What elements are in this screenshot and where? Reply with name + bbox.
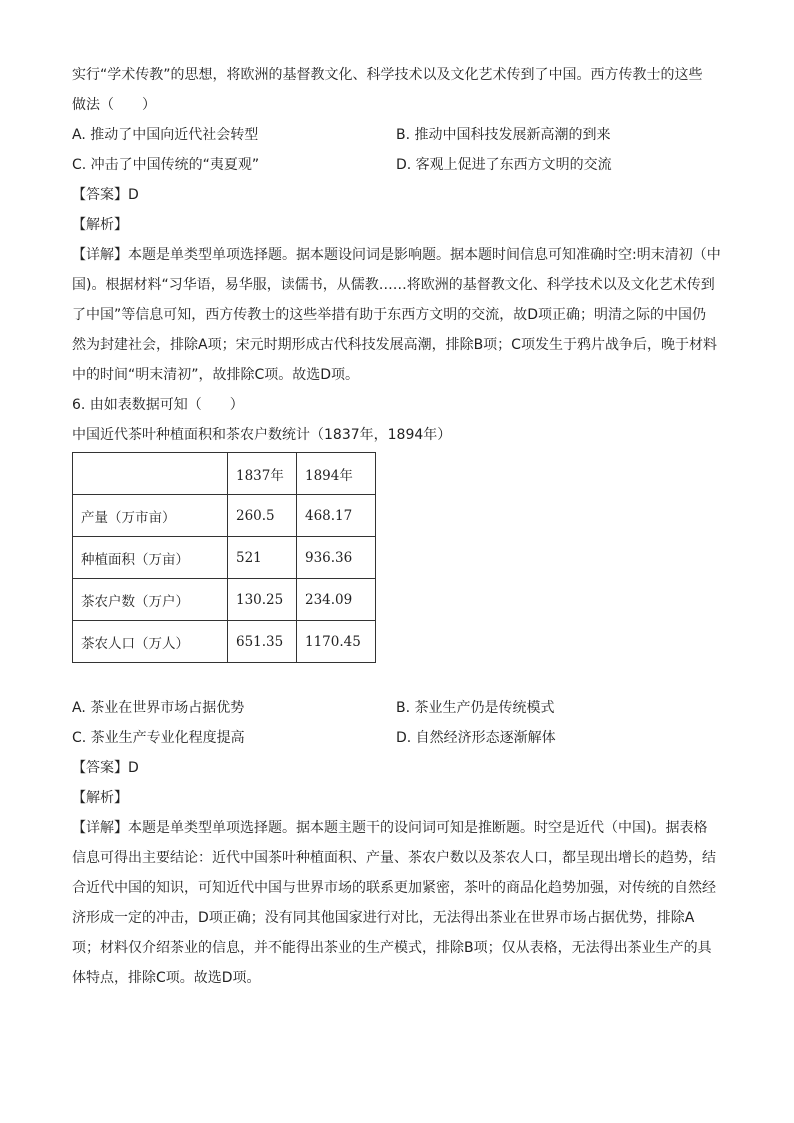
q6-data-table [72, 452, 376, 663]
q5-detail [72, 240, 732, 390]
q6-table-caption: 中国近代茶叶种植面积和茶农户数统计（1837年，1894年） [72, 427, 452, 443]
q6-detail-line: 信息可得出主要结论：近代中国茶叶种植面积、产量、茶农户数以及茶农人口，都呈现出增长的趋势，结 [72, 850, 716, 866]
q6-option-b: B. 茶业生产仍是传统模式 [396, 700, 555, 716]
q5-stem-line-1: 实行“学术传教”的思想，将欧洲的基督教文化、科学技术以及文化艺术传到了中国。西方传教士的这些 [72, 67, 703, 83]
q6-option-c: C. 茶业生产专业化程度提高 [72, 730, 245, 746]
table-row [73, 537, 376, 579]
table-cell: 234.09 [297, 579, 376, 621]
table-header-cell: 1837年 [228, 453, 297, 495]
table-row [73, 579, 376, 621]
question-5 [72, 60, 732, 390]
table-cell: 260.5 [228, 495, 297, 537]
table-header-cell [73, 453, 228, 495]
q5-option-c: C. 冲击了中国传统的“夷夏观” [72, 157, 260, 173]
q6-detail-line: 项；材料仅介绍茶业的信息，并不能得出茶业的生产模式，排除B项；仅从表格，无法得出茶业生产的具 [72, 940, 712, 956]
q6-answer: 【答案】D [72, 760, 139, 776]
table-cell-label: 种植面积（万亩） [73, 537, 228, 579]
q6-stem: 6. 由如表数据可知（ ） [72, 397, 244, 413]
table-cell: 521 [228, 537, 297, 579]
table-cell: 468.17 [297, 495, 376, 537]
q5-option-d: D. 客观上促进了东西方文明的交流 [396, 157, 612, 173]
q5-options-row-1 [72, 120, 732, 150]
document-page [72, 60, 732, 993]
table-header-row [73, 453, 376, 495]
q6-options-row-1 [72, 693, 732, 723]
q5-detail-line: 【详解】本题是单类型单项选择题。据本题设问词是影响题。据本题时间信息可知准确时空:明末清初（中 [72, 247, 721, 263]
q6-analysis-label: 【解析】 [72, 790, 128, 806]
q6-detail-line: 体特点，排除C项。故选D项。 [72, 970, 261, 986]
table-row [73, 621, 376, 663]
q6-detail [72, 813, 732, 993]
q5-answer: 【答案】D [72, 187, 139, 203]
q6-option-a: A. 茶业在世界市场占据优势 [72, 700, 245, 716]
q6-detail-line: 济形成一定的冲击，D项正确；没有同其他国家进行对比，无法得出茶业在世界市场占据优势，排除A [72, 910, 695, 926]
q5-option-b: B. 推动中国科技发展新高潮的到来 [396, 127, 611, 143]
q6-options-row-2 [72, 723, 732, 753]
table-header-cell: 1894年 [297, 453, 376, 495]
q5-option-a: A. 推动了中国向近代社会转型 [72, 127, 259, 143]
table-cell: 936.36 [297, 537, 376, 579]
q5-detail-line: 然为封建社会，排除A项；宋元时期形成古代科技发展高潮，排除B项；C项发生于鸦片战争后，晚于材料 [72, 337, 717, 353]
table-cell-label: 茶农户数（万户） [73, 579, 228, 621]
q5-detail-line: 了中国”等信息可知，西方传教士的这些举措有助于东西方文明的交流，故D项正确；明清之际的中国仍 [72, 307, 707, 323]
table-cell-label: 茶农人口（万人） [73, 621, 228, 663]
q5-options-row-2 [72, 150, 732, 180]
q5-detail-line: 国)。根据材料“习华语，易华服，读儒书，从儒教……将欧洲的基督教文化、科学技术以及文化艺术传到 [72, 277, 715, 293]
question-6 [72, 390, 732, 993]
q6-detail-line: 【详解】本题是单类型单项选择题。据本题主题干的设问词可知是推断题。时空是近代（中国)。据表格 [72, 820, 708, 836]
q6-detail-line: 合近代中国的知识，可知近代中国与世界市场的联系更加紧密，茶叶的商品化趋势加强，对传统的自然经 [72, 880, 716, 896]
q5-detail-line: 中的时间“明末清初”，故排除C项。故选D项。 [72, 367, 360, 383]
q6-option-d: D. 自然经济形态逐渐解体 [396, 730, 556, 746]
table-cell: 1170.45 [297, 621, 376, 663]
q5-stem-line-2: 做法（ ） [72, 97, 156, 113]
table-cell-label: 产量（万市亩） [73, 495, 228, 537]
table-cell: 651.35 [228, 621, 297, 663]
table-row [73, 495, 376, 537]
q5-analysis-label: 【解析】 [72, 217, 128, 233]
table-cell: 130.25 [228, 579, 297, 621]
